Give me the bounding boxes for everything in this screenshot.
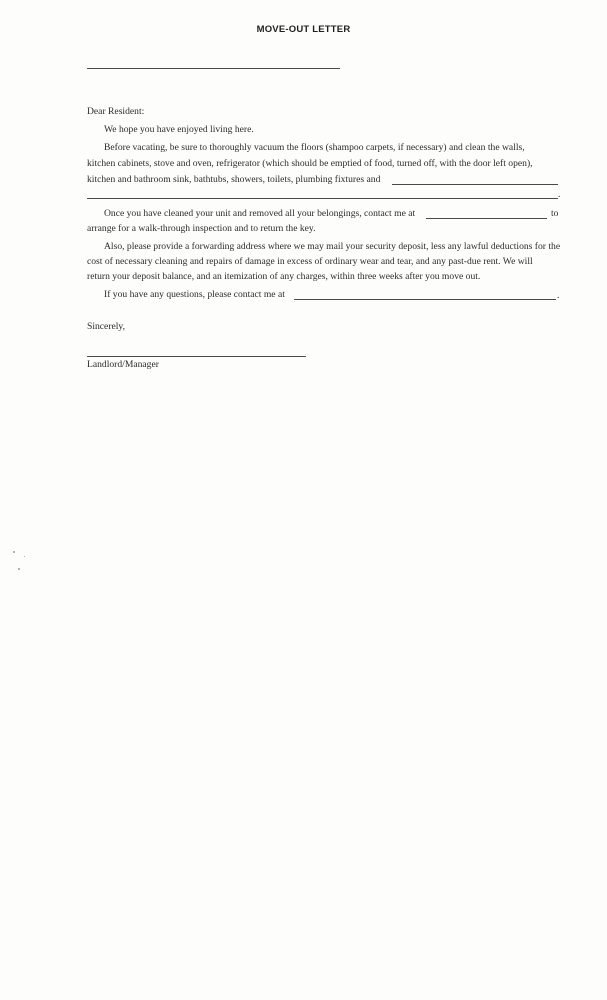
scan-speck — [18, 568, 20, 570]
paragraph-contact-line-2: arrange for a walk-through inspection and to return the key. — [87, 223, 316, 234]
paragraph-deposit-line-3: return your deposit balance, and an itemization of any charges, within three weeks after you move out. — [87, 271, 481, 282]
cleaning-items-blank-2[interactable] — [87, 198, 558, 199]
salutation: Dear Resident: — [87, 106, 145, 117]
document-title: MOVE-OUT LETTER — [256, 24, 351, 35]
contact-to: to — [551, 208, 559, 219]
paragraph-contact-line-1: Once you have cleaned your unit and removed all your belongings, contact me at — [104, 208, 416, 219]
paragraph-questions: If you have any questions, please contact me at — [104, 289, 285, 300]
contact-phone-blank[interactable] — [426, 218, 547, 219]
signature-line[interactable] — [87, 356, 306, 357]
closing: Sincerely, — [87, 321, 126, 332]
questions-period: . — [557, 290, 560, 301]
date-line[interactable] — [87, 68, 340, 69]
signature-label: Landlord/Manager — [87, 359, 159, 370]
cleaning-items-blank-1[interactable] — [392, 184, 558, 185]
paragraph-enjoyed: We hope you have enjoyed living here. — [104, 124, 254, 135]
paragraph-cleaning-line-3: kitchen and bathroom sink, bathtubs, showers, toilets, plumbing fixtures and — [87, 174, 381, 185]
scan-speck — [24, 556, 25, 557]
cleaning-period: . — [558, 189, 561, 200]
paragraph-cleaning-line-1: Before vacating, be sure to thoroughly vacuum the floors (shampoo carpets, if necessary) and clean the walls, — [104, 142, 525, 153]
paragraph-deposit-line-1: Also, please provide a forwarding address where we may mail your security deposit, less any lawful deductions for the — [104, 241, 561, 252]
questions-contact-blank[interactable] — [294, 299, 556, 300]
scan-speck — [13, 551, 15, 553]
paragraph-cleaning-line-2: kitchen cabinets, stove and oven, refrigerator (which should be emptied of food, turned off, with the door left open), — [87, 158, 533, 169]
paragraph-deposit-line-2: cost of necessary cleaning and repairs of damage in excess of ordinary wear and tear, and any past-due rent. We will — [87, 256, 533, 267]
